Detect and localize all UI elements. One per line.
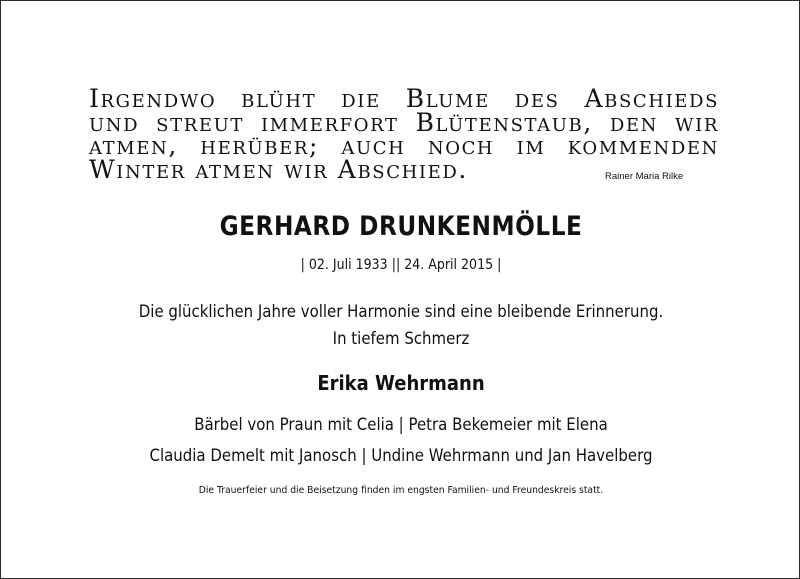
poem-author: Rainer Maria Rilke xyxy=(605,171,684,182)
poem-line-4: Winter atmen wir Abschied. xyxy=(89,154,468,184)
poem-quote xyxy=(89,84,719,184)
poem-line-1: Irgendwo blüht die Blume des Abschieds xyxy=(89,84,719,113)
funeral-footnote: Die Trauerfeier und die Beisetzung finden im engsten Familien- und Freundeskreis statt. xyxy=(198,485,604,496)
poem-line-3: atmen, herüber; auch noch im kommenden xyxy=(89,131,719,160)
sorrow-line: In tiefem Schmerz xyxy=(332,329,470,349)
deceased-name: GERHARD DRUNKENMÖLLE xyxy=(219,211,583,242)
poem-line-2: und streut immerfort Blütenstaub, den wir xyxy=(89,107,719,137)
memorial-message: Die glücklichen Jahre voller Harmonie sind eine bleibende Erinnerung. xyxy=(138,302,664,322)
widow-name: Erika Wehrmann xyxy=(317,371,485,395)
family-line-1: Bärbel von Praun mit Celia | Petra Bekemeier mit Elena xyxy=(194,415,608,435)
life-dates: | 02. Juli 1933 || 24. April 2015 | xyxy=(300,257,502,273)
family-line-2: Claudia Demelt mit Janosch | Undine Wehrmann und Jan Havelberg xyxy=(149,446,653,466)
